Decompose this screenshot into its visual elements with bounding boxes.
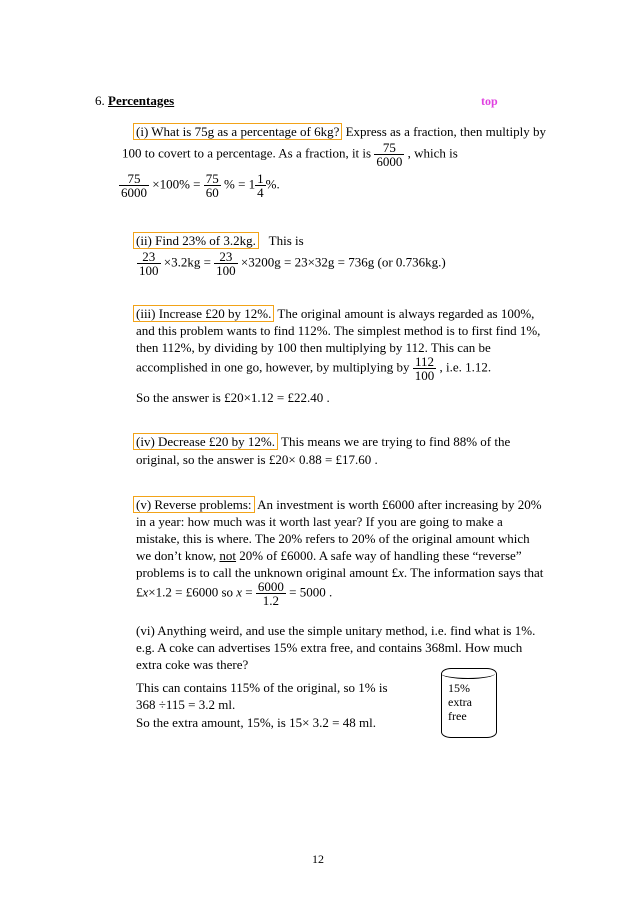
coke-can-label: 15% extra free [448, 681, 472, 723]
top-link[interactable]: top [481, 94, 498, 108]
fraction: $\frac{75}{6000}$ [121, 171, 147, 200]
part-iii-question: (iii) Increase £20 by 12%. [133, 305, 274, 322]
fraction: $\frac{23}{100}$ [139, 249, 159, 278]
part-i-text1: Express as a fraction, then multiply by [342, 124, 546, 139]
part-iii-line1: (iii) Increase £20 by 12%. The original amount is always regarded as 100%, [136, 305, 534, 322]
part-v-equation: £x×1.2 = £6000 so x = $\frac{6000}{1.2}$ = 5000 . [136, 579, 333, 608]
part-i-line2 [122, 141, 458, 168]
page-number: 12 [312, 852, 324, 866]
part-iii-line2: and this problem wants to find 112%. The simplest method is to first find 1%, [136, 323, 541, 338]
part-v-line5: problems is to call the unknown original amount £x. The information says that [136, 565, 544, 580]
part-vi-line4: This can contains 115% of the original, so 1% is [136, 680, 388, 695]
part-iv-answer: original, so the answer is £20× 0.88 = £17.60 . [136, 452, 378, 467]
part-vi-line3: extra coke was there? [136, 657, 249, 672]
part-iii-line3: then 112%, by dividing by 100 then multiplying by 112. This can be [136, 340, 491, 355]
part-i-calc: $\frac{75}{6000}$ ×100% = $\frac{75}{60}$ % = 1 $\frac{1}{4}$ %. [121, 171, 280, 200]
part-iii-answer: So the answer is £20×1.12 = £22.40 . [136, 390, 330, 405]
part-vi-line1: (vi) Anything weird, and use the simple unitary method, i.e. find what is 1%. [136, 623, 536, 638]
fraction: $\frac{75}{60}$ [205, 171, 219, 200]
section-title: Percentages [108, 93, 175, 108]
part-vi-line5: 368 ÷115 = 3.2 ml. [136, 697, 236, 712]
part-v-line1: (v) Reverse problems: An investment is worth £6000 after increasing by 20% [136, 496, 542, 513]
part-iv-question: (iv) Decrease £20 by 12%. [133, 433, 278, 450]
part-vi-line2: e.g. A coke can advertises 15% extra free, and contains 368ml. How much [136, 640, 523, 655]
fraction: $\frac{1}{4}$ [257, 171, 264, 200]
part-i-question: (i) What is 75g as a percentage of 6kg? [133, 123, 342, 140]
fraction: $\frac{23}{100}$ [216, 249, 236, 278]
part-v-line3: mistake, this is where. The 20% refers to 20% of the original amount which [136, 531, 530, 546]
fraction-6000-1.2: $\frac{6000}{1.2}$ [257, 579, 284, 608]
part-vi-line6: So the extra amount, 15%, is 15× 3.2 = 48 ml. [136, 715, 376, 730]
part-i-text2: 100 to covert to a percentage. As a fraction, it is [122, 145, 372, 161]
fraction-75-6000: $\frac{75}{6000}$ [376, 140, 403, 169]
part-ii-text1: This is [268, 233, 304, 248]
part-iv-line1: (iv) Decrease £20 by 12%. This means we are trying to find 88% of the [136, 433, 510, 450]
part-i-line1 [136, 123, 546, 140]
part-v-line4: we don’t know, not 20% of £6000. A safe way of handling these “reverse” [136, 548, 522, 563]
part-v-line2: in a year: how much was it worth last year? If you are going to make a [136, 514, 503, 529]
section-number: 6. [95, 93, 105, 108]
section-heading [95, 93, 174, 109]
part-ii-line1 [136, 232, 304, 249]
coke-can-top [441, 668, 495, 679]
part-v-question: (v) Reverse problems: [133, 496, 255, 513]
part-ii-question: (ii) Find 23% of 3.2kg. [133, 232, 259, 249]
fraction-112-100: $\frac{112}{100}$ [414, 354, 435, 383]
part-ii-calc: $\frac{23}{100}$ ×3.2kg = $\frac{23}{100}$ ×3200g = 23×32g = 736g (or 0.736kg.) [139, 249, 446, 278]
part-i-text3: , which is [407, 145, 458, 161]
part-iii-line4: accomplished in one go, however, by multiplying by $\frac{112}{100}$ , i.e. 1.12. [136, 354, 492, 383]
